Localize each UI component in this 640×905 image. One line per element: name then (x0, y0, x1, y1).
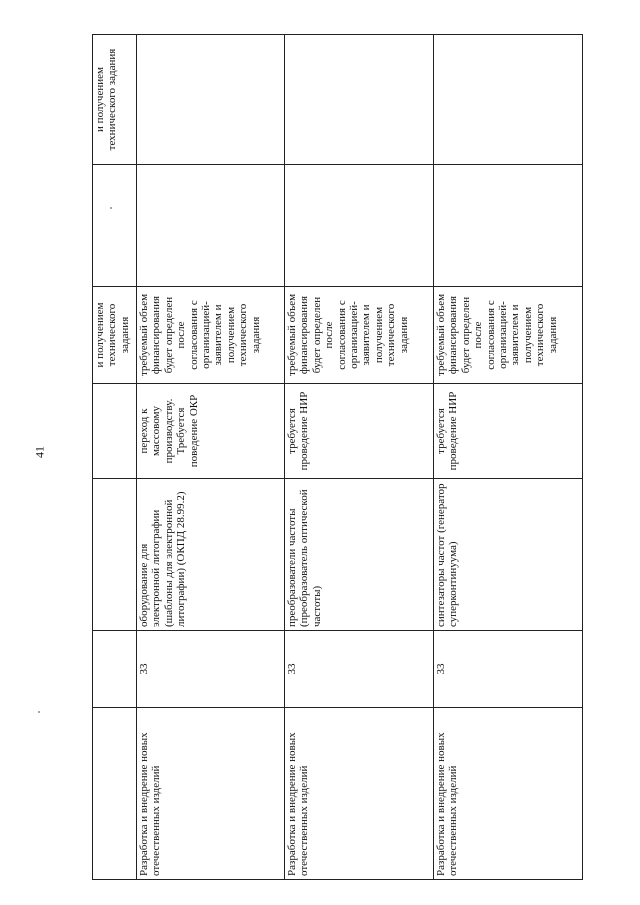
cell-extra2 (285, 35, 434, 165)
table-row (93, 35, 137, 880)
cell-status (93, 384, 137, 479)
page-number: 41 (32, 446, 47, 458)
cell-extra1 (137, 165, 285, 287)
cell-direction (93, 708, 137, 880)
cell-note: требуемый объем финансирования будет определен после согласования с организацией-заявителем и получением технического задания (285, 287, 434, 384)
scan-speck (38, 711, 40, 713)
table-row (434, 35, 583, 880)
cell-direction: Разработка и внедрение новых отечественных изделий (137, 708, 285, 880)
cell-extra2 (434, 35, 583, 165)
cell-note: и получением технического задания (93, 287, 137, 384)
cell-code: 33 (137, 631, 285, 708)
cell-extra1 (434, 165, 583, 287)
table-row (137, 35, 285, 880)
cell-extra2: и получением технического задания (93, 35, 137, 165)
cell-product: синтезаторы частот (генератор суперконтинуума) (434, 479, 583, 631)
cell-status: переход к массовому производству. Требуется поведение ОКР (137, 384, 285, 479)
cell-extra1 (285, 165, 434, 287)
document-table (92, 34, 583, 880)
cell-code: 33 (434, 631, 583, 708)
cell-product: оборудование для электронной литографии (шаблоны для электронной литографии) (ОКПД 28.99.2) (137, 479, 285, 631)
cell-code (93, 631, 137, 708)
cell-extra1 (93, 165, 137, 287)
cell-code: 33 (285, 631, 434, 708)
table-row (285, 35, 434, 880)
cell-extra2 (137, 35, 285, 165)
rotated-table-wrapper (92, 35, 582, 880)
table-body (93, 35, 583, 880)
cell-note: требуемый объем финансирования будет определен после согласования с организацией-заявителем и получением технического задания (137, 287, 285, 384)
cell-direction: Разработка и внедрение новых отечественных изделий (285, 708, 434, 880)
cell-product: преобразователи частоты (преобразователь оптической частоты) (285, 479, 434, 631)
cell-note: требуемый объем финансирования будет определен после согласования с организацией-заявителем и получением технического задания (434, 287, 583, 384)
cell-direction: Разработка и внедрение новых отечественных изделий (434, 708, 583, 880)
cell-status: требуется проведение НИР (285, 384, 434, 479)
cell-product (93, 479, 137, 631)
cell-status: требуется проведение НИР (434, 384, 583, 479)
